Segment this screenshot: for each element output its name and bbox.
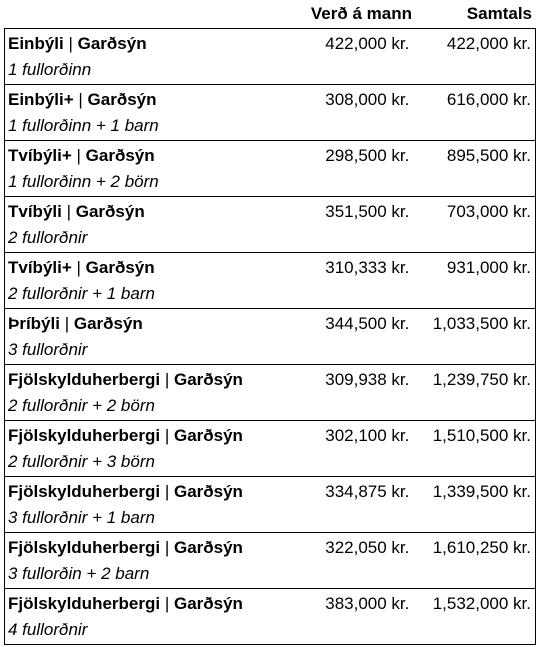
room-view: Garðsýn: [87, 90, 157, 109]
room-type: Fjölskylduherbergi: [8, 370, 161, 389]
total-price: 1,610,250 kr.: [432, 538, 531, 557]
price-per-person-header: Verð á mann: [310, 4, 412, 23]
price-per-person: 322,050 kr.: [325, 538, 410, 557]
total-cell: [413, 589, 535, 645]
room-view: Garðsýn: [85, 146, 155, 165]
room-name: [5, 589, 304, 614]
room-view: Garðsýn: [73, 314, 143, 333]
price-per-person-cell: [304, 197, 414, 253]
total-cell: [413, 365, 535, 421]
guest-count: 2 fullorðnir + 1 barn: [8, 284, 155, 303]
total-header: Samtals: [466, 4, 532, 23]
total-cell: [413, 309, 535, 365]
room-description-cell: [5, 141, 304, 197]
total-cell: [413, 253, 535, 309]
room-view: Garðsýn: [77, 34, 147, 53]
price-per-person-cell: [304, 421, 414, 477]
room-name: [5, 477, 304, 502]
price-per-person-cell: [304, 589, 414, 645]
separator: |: [73, 90, 88, 109]
room-description-cell: [5, 85, 304, 141]
room-type: Fjölskylduherbergi: [8, 426, 161, 445]
room-name: [5, 533, 304, 558]
total-price: 1,033,500 kr.: [432, 314, 531, 333]
room-view: Garðsýn: [85, 258, 155, 277]
price-per-person-cell: [304, 533, 414, 589]
guest-count: 4 fullorðnir: [8, 620, 88, 639]
price-per-person: 308,000 kr.: [325, 90, 410, 109]
separator: |: [71, 258, 86, 277]
room-name: [5, 141, 304, 166]
room-type: Þríbýli: [8, 314, 60, 333]
room-name: [5, 29, 304, 54]
table-row: [5, 29, 536, 85]
separator: |: [59, 314, 74, 333]
total-cell: [413, 421, 535, 477]
room-name: [5, 85, 304, 110]
price-per-person: 422,000 kr.: [325, 34, 410, 53]
room-name: [5, 309, 304, 334]
table-row: [5, 197, 536, 253]
price-per-person-cell: [304, 29, 414, 85]
price-per-person-cell: [304, 365, 414, 421]
separator: |: [61, 202, 76, 221]
table-row: [5, 141, 536, 197]
total-price: 895,500 kr.: [446, 146, 531, 165]
price-per-person: 298,500 kr.: [325, 146, 410, 165]
total-price: 703,000 kr.: [446, 202, 531, 221]
room-type: Einbýli+: [8, 90, 74, 109]
total-cell: [413, 197, 535, 253]
table-row: [5, 589, 536, 645]
table-row: [5, 477, 536, 533]
price-per-person: 310,333 kr.: [325, 258, 410, 277]
separator: |: [63, 34, 78, 53]
room-type: Tvíbýli+: [8, 258, 72, 277]
guest-count: 1 fullorðinn + 1 barn: [8, 116, 159, 135]
price-per-person: 334,875 kr.: [325, 482, 410, 501]
room-description-cell: [5, 309, 304, 365]
total-cell: [413, 29, 535, 85]
table-row: [5, 85, 536, 141]
room-name: [5, 197, 304, 222]
separator: |: [160, 594, 174, 613]
table-row: [5, 253, 536, 309]
guest-count: 2 fullorðnir: [8, 228, 88, 247]
price-table-body: [5, 29, 536, 645]
total-price: 1,532,000 kr.: [432, 594, 531, 613]
guest-count: 1 fullorðinn: [8, 60, 92, 79]
separator: |: [160, 482, 174, 501]
table-row: [5, 309, 536, 365]
table-row: [5, 533, 536, 589]
room-name: [5, 421, 304, 446]
price-per-person-cell: [304, 477, 414, 533]
price-per-person-cell: [304, 85, 414, 141]
total-price: 616,000 kr.: [446, 90, 531, 109]
total-cell: [413, 141, 535, 197]
room-type: Fjölskylduherbergi: [8, 538, 161, 557]
price-per-person-cell: [304, 141, 414, 197]
room-type: Einbýli: [8, 34, 64, 53]
price-per-person-cell: [304, 309, 414, 365]
separator: |: [71, 146, 86, 165]
total-cell: [413, 533, 535, 589]
table-row: [5, 421, 536, 477]
room-view: Garðsýn: [173, 594, 243, 613]
room-description-cell: [5, 533, 304, 589]
total-price: 422,000 kr.: [446, 34, 531, 53]
guest-count: 3 fullorðnir: [8, 340, 88, 359]
total-price: 1,239,750 kr.: [432, 370, 531, 389]
price-table: [4, 28, 536, 645]
separator: |: [160, 426, 174, 445]
room-type: Tvíbýli+: [8, 146, 72, 165]
guest-count: 2 fullorðnir + 3 börn: [8, 452, 155, 471]
price-per-person: 344,500 kr.: [325, 314, 410, 333]
room-description-cell: [5, 477, 304, 533]
total-cell: [413, 85, 535, 141]
guest-count: 3 fullorðin + 2 barn: [8, 564, 150, 583]
total-price: 931,000 kr.: [446, 258, 531, 277]
room-name: [5, 365, 304, 390]
price-per-person: 383,000 kr.: [325, 594, 410, 613]
table-row: [5, 365, 536, 421]
price-per-person: 351,500 kr.: [325, 202, 410, 221]
room-description-cell: [5, 197, 304, 253]
guest-count: 1 fullorðinn + 2 börn: [8, 172, 159, 191]
room-description-cell: [5, 253, 304, 309]
room-description-cell: [5, 365, 304, 421]
table-header: [4, 0, 536, 28]
room-description-cell: [5, 421, 304, 477]
guest-count: 2 fullorðnir + 2 börn: [8, 396, 155, 415]
room-description-cell: [5, 29, 304, 85]
price-per-person: 302,100 kr.: [325, 426, 410, 445]
price-per-person-cell: [304, 253, 414, 309]
total-price: 1,510,500 kr.: [432, 426, 531, 445]
room-view: Garðsýn: [75, 202, 145, 221]
room-type: Tvíbýli: [8, 202, 62, 221]
room-view: Garðsýn: [173, 538, 243, 557]
guest-count: 3 fullorðnir + 1 barn: [8, 508, 155, 527]
room-view: Garðsýn: [173, 482, 243, 501]
room-description-cell: [5, 589, 304, 645]
room-name: [5, 253, 304, 278]
separator: |: [160, 370, 174, 389]
total-cell: [413, 477, 535, 533]
separator: |: [160, 538, 174, 557]
price-per-person: 309,938 kr.: [325, 370, 410, 389]
room-type: Fjölskylduherbergi: [8, 482, 161, 501]
room-type: Fjölskylduherbergi: [8, 594, 161, 613]
room-view: Garðsýn: [173, 426, 243, 445]
room-view: Garðsýn: [173, 370, 243, 389]
total-price: 1,339,500 kr.: [432, 482, 531, 501]
